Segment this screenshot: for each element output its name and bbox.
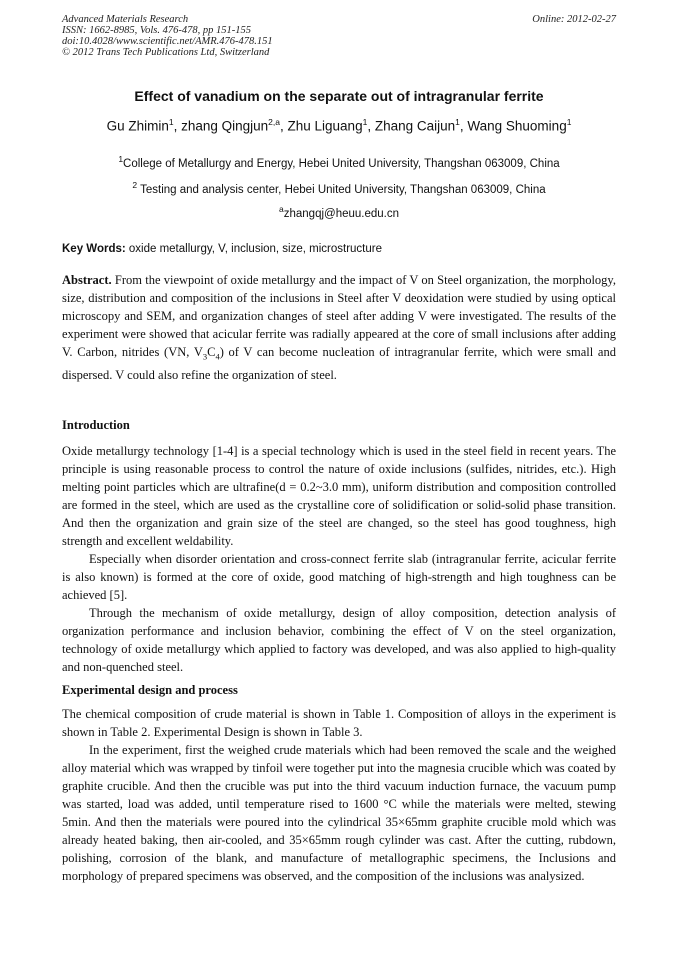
keywords-label: Key Words: <box>62 243 126 255</box>
journal-name: Advanced Materials Research <box>62 14 189 25</box>
affiliation-sup: 2 <box>132 180 138 190</box>
section-heading-introduction: Introduction <box>62 418 130 432</box>
keywords-text: oxide metallurgy, V, inclusion, size, microstructure <box>125 243 382 255</box>
abstract-text: From the viewpoint of oxide metallurgy and the impact of V on Steel organization, the morphology, size, distribution and composition of the inclusions in Steel after V deoxidation were studied by using optical microscopy and SEM, and organization changes of steel after adding V were investigated. The results of the experiment were showed that acicular ferrite was radially appeared at the core of small inclusions after adding V. Carbon, nitrides (VN, V <box>62 273 616 359</box>
journal-header <box>62 14 616 58</box>
affiliation-1 <box>62 154 616 170</box>
paragraph: The chemical composition of crude material is shown in Table 1. Composition of alloys in the experiment is shown in Table 2. Experimental Design is shown in Table 3. <box>62 707 616 739</box>
abstract-sub: 3 <box>202 351 208 362</box>
paragraph: In the experiment, first the weighed crude materials which had been removed the scale and the weighed alloy material which was wrapped by tinfoil were together put into the magnesia crucible which was coated by graphite crucible. And then the crucible was put into the third vacuum induction furnace, the vacuum pump was started, load was added, until temperature rised to 1600 °C while the materials were melted, stewing 5min. And then the materials were poured into the cylindrical 35×65mm graphite crucible mold which was already heated baking, then air-cooled, and 35×65mm rough cylinder was cast. After the cutting, rubdown, polishing, corrosion of the blank, and manufacture of metallographic specimens, the Inclusions and morphology of prepared specimens was observed, and the composition of the inclusions was analysized. <box>62 743 616 883</box>
abstract-text: ) of V can become nucleation of intragranular ferrite, which were small and dispersed. V could also refine the organization of steel. <box>62 345 616 382</box>
author-sup: 1 <box>566 117 572 127</box>
email-text: zhangqj@heuu.edu.cn <box>283 207 399 220</box>
corresponding-email <box>62 204 616 220</box>
affiliation-sup: 1 <box>118 154 124 164</box>
keywords <box>62 243 616 255</box>
online-date: Online: 2012-02-27 <box>532 14 616 25</box>
author-name: Gu Zhimin <box>106 118 169 134</box>
author-sup: 1 <box>168 117 174 127</box>
author-sup: 1 <box>362 117 368 127</box>
abstract <box>62 271 616 384</box>
affiliation-text: College of Metallurgy and Energy, Hebei United University, Thangshan 063009, China <box>123 157 560 170</box>
author-sup: 1 <box>455 117 460 127</box>
affiliation-2 <box>62 180 616 196</box>
abstract-sub: 4 <box>215 351 220 362</box>
author-sep: , <box>459 118 468 134</box>
author-name: Zhu Liguang <box>287 118 363 134</box>
author-sep: , <box>280 118 288 134</box>
section-heading-experimental: Experimental design and process <box>62 683 238 697</box>
introduction-body <box>62 442 616 676</box>
email-sup: a <box>279 204 284 214</box>
issn: ISSN: 1662-8985, Vols. 476-478, pp 151-155 <box>62 25 251 36</box>
author-name: Wang Shuoming <box>467 118 567 134</box>
paragraph: Especially when disorder orientation and cross-connect ferrite slab (intragranular ferrite, acicular ferrite is also known) is formed at the core of oxide, good matching of high-strength and high toughness can be achieved [5]. <box>62 552 616 602</box>
copyright: © 2012 Trans Tech Publications Ltd, Switzerland <box>62 47 270 58</box>
author-list <box>30 117 648 134</box>
doi: doi:10.4028/www.scientific.net/AMR.476-478.151 <box>62 36 273 47</box>
affiliation-text: Testing and analysis center, Hebei United University, Thangshan 063009, China <box>137 183 546 196</box>
experimental-body <box>62 705 616 885</box>
abstract-text: C <box>207 345 216 359</box>
author-sep: , <box>367 118 375 134</box>
abstract-label: Abstract. <box>62 273 112 287</box>
author-name: zhang Qingjun <box>181 118 269 134</box>
paragraph: Through the mechanism of oxide metallurgy, design of alloy composition, detection analysis of organization performance and inclusion behavior, combining the effect of V on the steel organization, technology of oxide metallurgy which applied to factory was developed, and was also applied to high-quality and non-quenched steel. <box>62 606 616 674</box>
author-name: Zhang Caijun <box>374 118 456 134</box>
paragraph: Oxide metallurgy technology [1-4] is a special technology which is used in the steel field in recent years. The principle is using reasonable process to control the nature of oxide inclusions (sulfides, nitrides, etc.). High melting point particles which are ultrafine(d = 0.2~3.0 mm), uniform distribution and composition controlled are formed in the steel, which are used as the crystalline core of solidification or solid-solid phase transition. And then the organization and grain size of the steel are changed, so the steel has good toughness, high strength and excellent weldability. <box>62 444 616 548</box>
paper-title: Effect of vanadium on the separate out of intragranular ferrite <box>134 88 544 104</box>
author-sep: , <box>173 118 182 134</box>
author-sup: 2,a <box>268 117 280 127</box>
